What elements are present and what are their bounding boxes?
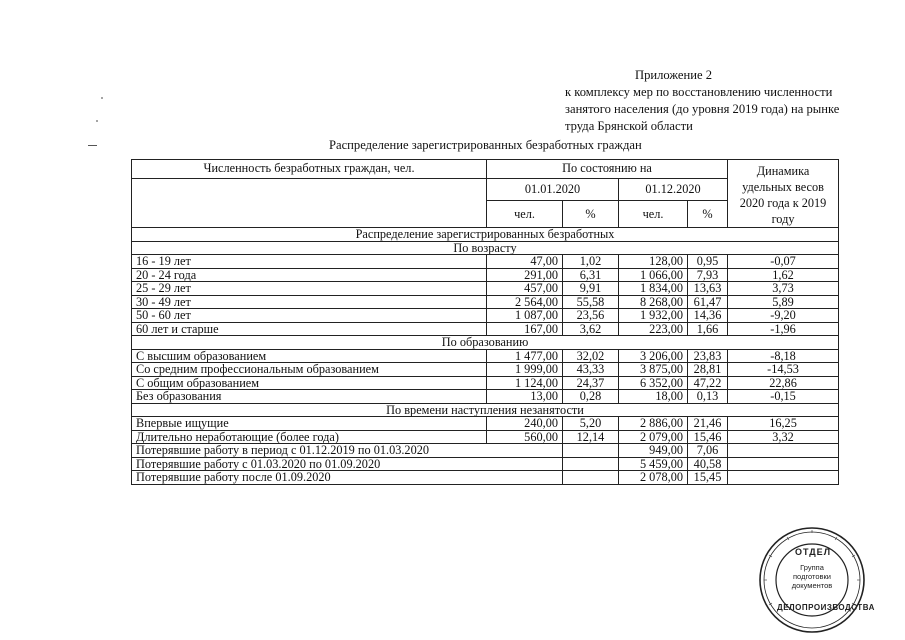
cell-people-2020-12: 18,00 <box>619 390 688 404</box>
table-row <box>132 349 839 363</box>
cell-people-2020-01: 1 999,00 <box>487 363 563 377</box>
section-time-title: По времени наступления незанятости <box>132 403 839 417</box>
appendix-line-3: труда Брянской области <box>565 119 693 133</box>
cell-percent-2020-01: 23,56 <box>563 309 619 323</box>
table-row <box>132 390 839 404</box>
cell-percent-2020-12: 40,58 <box>688 457 728 471</box>
cell-percent-2020-01: 12,14 <box>563 430 619 444</box>
cell-percent-2020-12: 47,22 <box>688 376 728 390</box>
cell-percent-2020-12: 15,45 <box>688 471 728 485</box>
row-label: 60 лет и старше <box>132 322 487 336</box>
row-label: Без образования <box>132 390 487 404</box>
cell-percent-2020-01: 0,28 <box>563 390 619 404</box>
cell-dynamics: -0,15 <box>728 390 839 404</box>
cell-empty <box>563 444 619 458</box>
header-percent-2: % <box>688 201 728 228</box>
cell-people-2020-01: 560,00 <box>487 430 563 444</box>
table-row <box>132 295 839 309</box>
cell-percent-2020-12: 13,63 <box>688 282 728 296</box>
header-blank <box>132 179 487 228</box>
cell-percent-2020-12: 61,47 <box>688 295 728 309</box>
section-age-row <box>132 241 839 255</box>
cell-dynamics: 3,32 <box>728 430 839 444</box>
header-date-2: 01.12.2020 <box>619 179 728 201</box>
table-row <box>132 444 839 458</box>
cell-people-2020-12: 8 268,00 <box>619 295 688 309</box>
cell-people-2020-01: 47,00 <box>487 255 563 269</box>
row-label: Потерявшие работу в период с 01.12.2019 по 01.03.2020 <box>132 444 563 458</box>
section-age-title: По возрасту <box>132 241 839 255</box>
cell-dynamics: -14,53 <box>728 363 839 377</box>
row-label: 25 - 29 лет <box>132 282 487 296</box>
appendix-line-1: к комплексу мер по восстановлению численности <box>565 85 833 99</box>
cell-people-2020-01: 291,00 <box>487 268 563 282</box>
cell-dynamics: 3,73 <box>728 282 839 296</box>
cell-dynamics: 5,89 <box>728 295 839 309</box>
cell-percent-2020-01: 1,02 <box>563 255 619 269</box>
cell-people-2020-12: 2 079,00 <box>619 430 688 444</box>
header-date-1: 01.01.2020 <box>487 179 619 201</box>
row-label: 30 - 49 лет <box>132 295 487 309</box>
cell-people-2020-01: 167,00 <box>487 322 563 336</box>
table-row <box>132 255 839 269</box>
cell-percent-2020-12: 21,46 <box>688 417 728 431</box>
table-row <box>132 268 839 282</box>
row-label: Впервые ищущие <box>132 417 487 431</box>
table-row <box>132 457 839 471</box>
cell-percent-2020-01: 3,62 <box>563 322 619 336</box>
row-label: 20 - 24 года <box>132 268 487 282</box>
stamp-ring-top: ОТДЕЛ <box>795 547 832 557</box>
cell-percent-2020-12: 14,36 <box>688 309 728 323</box>
cell-dynamics: 16,25 <box>728 417 839 431</box>
unemployment-table <box>131 159 839 485</box>
cell-empty <box>728 471 839 485</box>
cell-people-2020-01: 1 087,00 <box>487 309 563 323</box>
cell-people-2020-12: 2 078,00 <box>619 471 688 485</box>
cell-percent-2020-01: 24,37 <box>563 376 619 390</box>
stamp-inner-text: Группа подготовки документов <box>791 563 833 590</box>
cell-percent-2020-12: 1,66 <box>688 322 728 336</box>
header-row-1 <box>132 160 839 179</box>
header-people-2: чел. <box>619 201 688 228</box>
table-row <box>132 322 839 336</box>
scan-speck <box>96 120 98 122</box>
cell-dynamics: 1,62 <box>728 268 839 282</box>
cell-dynamics: -1,96 <box>728 322 839 336</box>
section-main-row <box>132 228 839 242</box>
cell-people-2020-12: 223,00 <box>619 322 688 336</box>
cell-people-2020-12: 6 352,00 <box>619 376 688 390</box>
cell-dynamics: -9,20 <box>728 309 839 323</box>
row-label: С высшим образованием <box>132 349 487 363</box>
cell-empty <box>728 457 839 471</box>
cell-empty <box>563 457 619 471</box>
cell-percent-2020-12: 15,46 <box>688 430 728 444</box>
table-row <box>132 309 839 323</box>
table-row <box>132 430 839 444</box>
scan-speck <box>101 97 103 99</box>
cell-percent-2020-01: 32,02 <box>563 349 619 363</box>
cell-people-2020-12: 1 066,00 <box>619 268 688 282</box>
row-label: Потерявшие работу после 01.09.2020 <box>132 471 563 485</box>
cell-percent-2020-12: 7,93 <box>688 268 728 282</box>
appendix-number: Приложение 2 <box>635 68 713 82</box>
cell-people-2020-01: 1 477,00 <box>487 349 563 363</box>
cell-people-2020-01: 457,00 <box>487 282 563 296</box>
cell-people-2020-01: 2 564,00 <box>487 295 563 309</box>
section-main-title: Распределение зарегистрированных безработных <box>132 228 839 242</box>
cell-percent-2020-12: 0,13 <box>688 390 728 404</box>
cell-people-2020-01: 13,00 <box>487 390 563 404</box>
header-percent-1: % <box>563 201 619 228</box>
header-as-of: По состоянию на <box>487 160 728 179</box>
row-label: 50 - 60 лет <box>132 309 487 323</box>
section-edu-row <box>132 336 839 350</box>
cell-people-2020-12: 128,00 <box>619 255 688 269</box>
row-label: Длительно неработающие (более года) <box>132 430 487 444</box>
cell-people-2020-12: 1 932,00 <box>619 309 688 323</box>
cell-percent-2020-01: 43,33 <box>563 363 619 377</box>
row-label: Со средним профессиональным образованием <box>132 363 487 377</box>
cell-percent-2020-01: 5,20 <box>563 417 619 431</box>
cell-people-2020-12: 3 875,00 <box>619 363 688 377</box>
cell-empty <box>728 444 839 458</box>
cell-people-2020-12: 1 834,00 <box>619 282 688 296</box>
cell-people-2020-12: 949,00 <box>619 444 688 458</box>
cell-people-2020-01: 1 124,00 <box>487 376 563 390</box>
cell-dynamics: -0,07 <box>728 255 839 269</box>
row-label: С общим образованием <box>132 376 487 390</box>
cell-people-2020-01: 240,00 <box>487 417 563 431</box>
cell-people-2020-12: 2 886,00 <box>619 417 688 431</box>
appendix-note <box>565 67 839 135</box>
cell-percent-2020-12: 23,83 <box>688 349 728 363</box>
cell-dynamics: -8,18 <box>728 349 839 363</box>
row-label: 16 - 19 лет <box>132 255 487 269</box>
table-row <box>132 471 839 485</box>
section-time-row <box>132 403 839 417</box>
cell-percent-2020-12: 7,06 <box>688 444 728 458</box>
cell-percent-2020-12: 28,81 <box>688 363 728 377</box>
cell-dynamics: 22,86 <box>728 376 839 390</box>
cell-people-2020-12: 5 459,00 <box>619 457 688 471</box>
table-row <box>132 282 839 296</box>
office-stamp <box>757 525 875 635</box>
cell-percent-2020-12: 0,95 <box>688 255 728 269</box>
header-col-label: Численность безработных граждан, чел. <box>132 160 487 179</box>
table-row <box>132 363 839 377</box>
cell-percent-2020-01: 6,31 <box>563 268 619 282</box>
cell-empty <box>563 471 619 485</box>
row-label: Потерявшие работу с 01.03.2020 по 01.09.2020 <box>132 457 563 471</box>
section-edu-title: По образованию <box>132 336 839 350</box>
cell-percent-2020-01: 55,58 <box>563 295 619 309</box>
header-dynamics: Динамика удельных весов 2020 года к 2019 году <box>728 160 839 228</box>
table-row <box>132 417 839 431</box>
header-people-1: чел. <box>487 201 563 228</box>
cell-percent-2020-01: 9,91 <box>563 282 619 296</box>
appendix-line-2: занятого населения (до уровня 2019 года) на рынке <box>565 102 840 116</box>
table-row <box>132 376 839 390</box>
margin-dash <box>88 145 97 146</box>
cell-people-2020-12: 3 206,00 <box>619 349 688 363</box>
document-title: Распределение зарегистрированных безработных граждан <box>329 138 642 152</box>
stamp-ring-bottom: ДЕЛОПРОИЗВОДСТВА <box>777 603 875 612</box>
